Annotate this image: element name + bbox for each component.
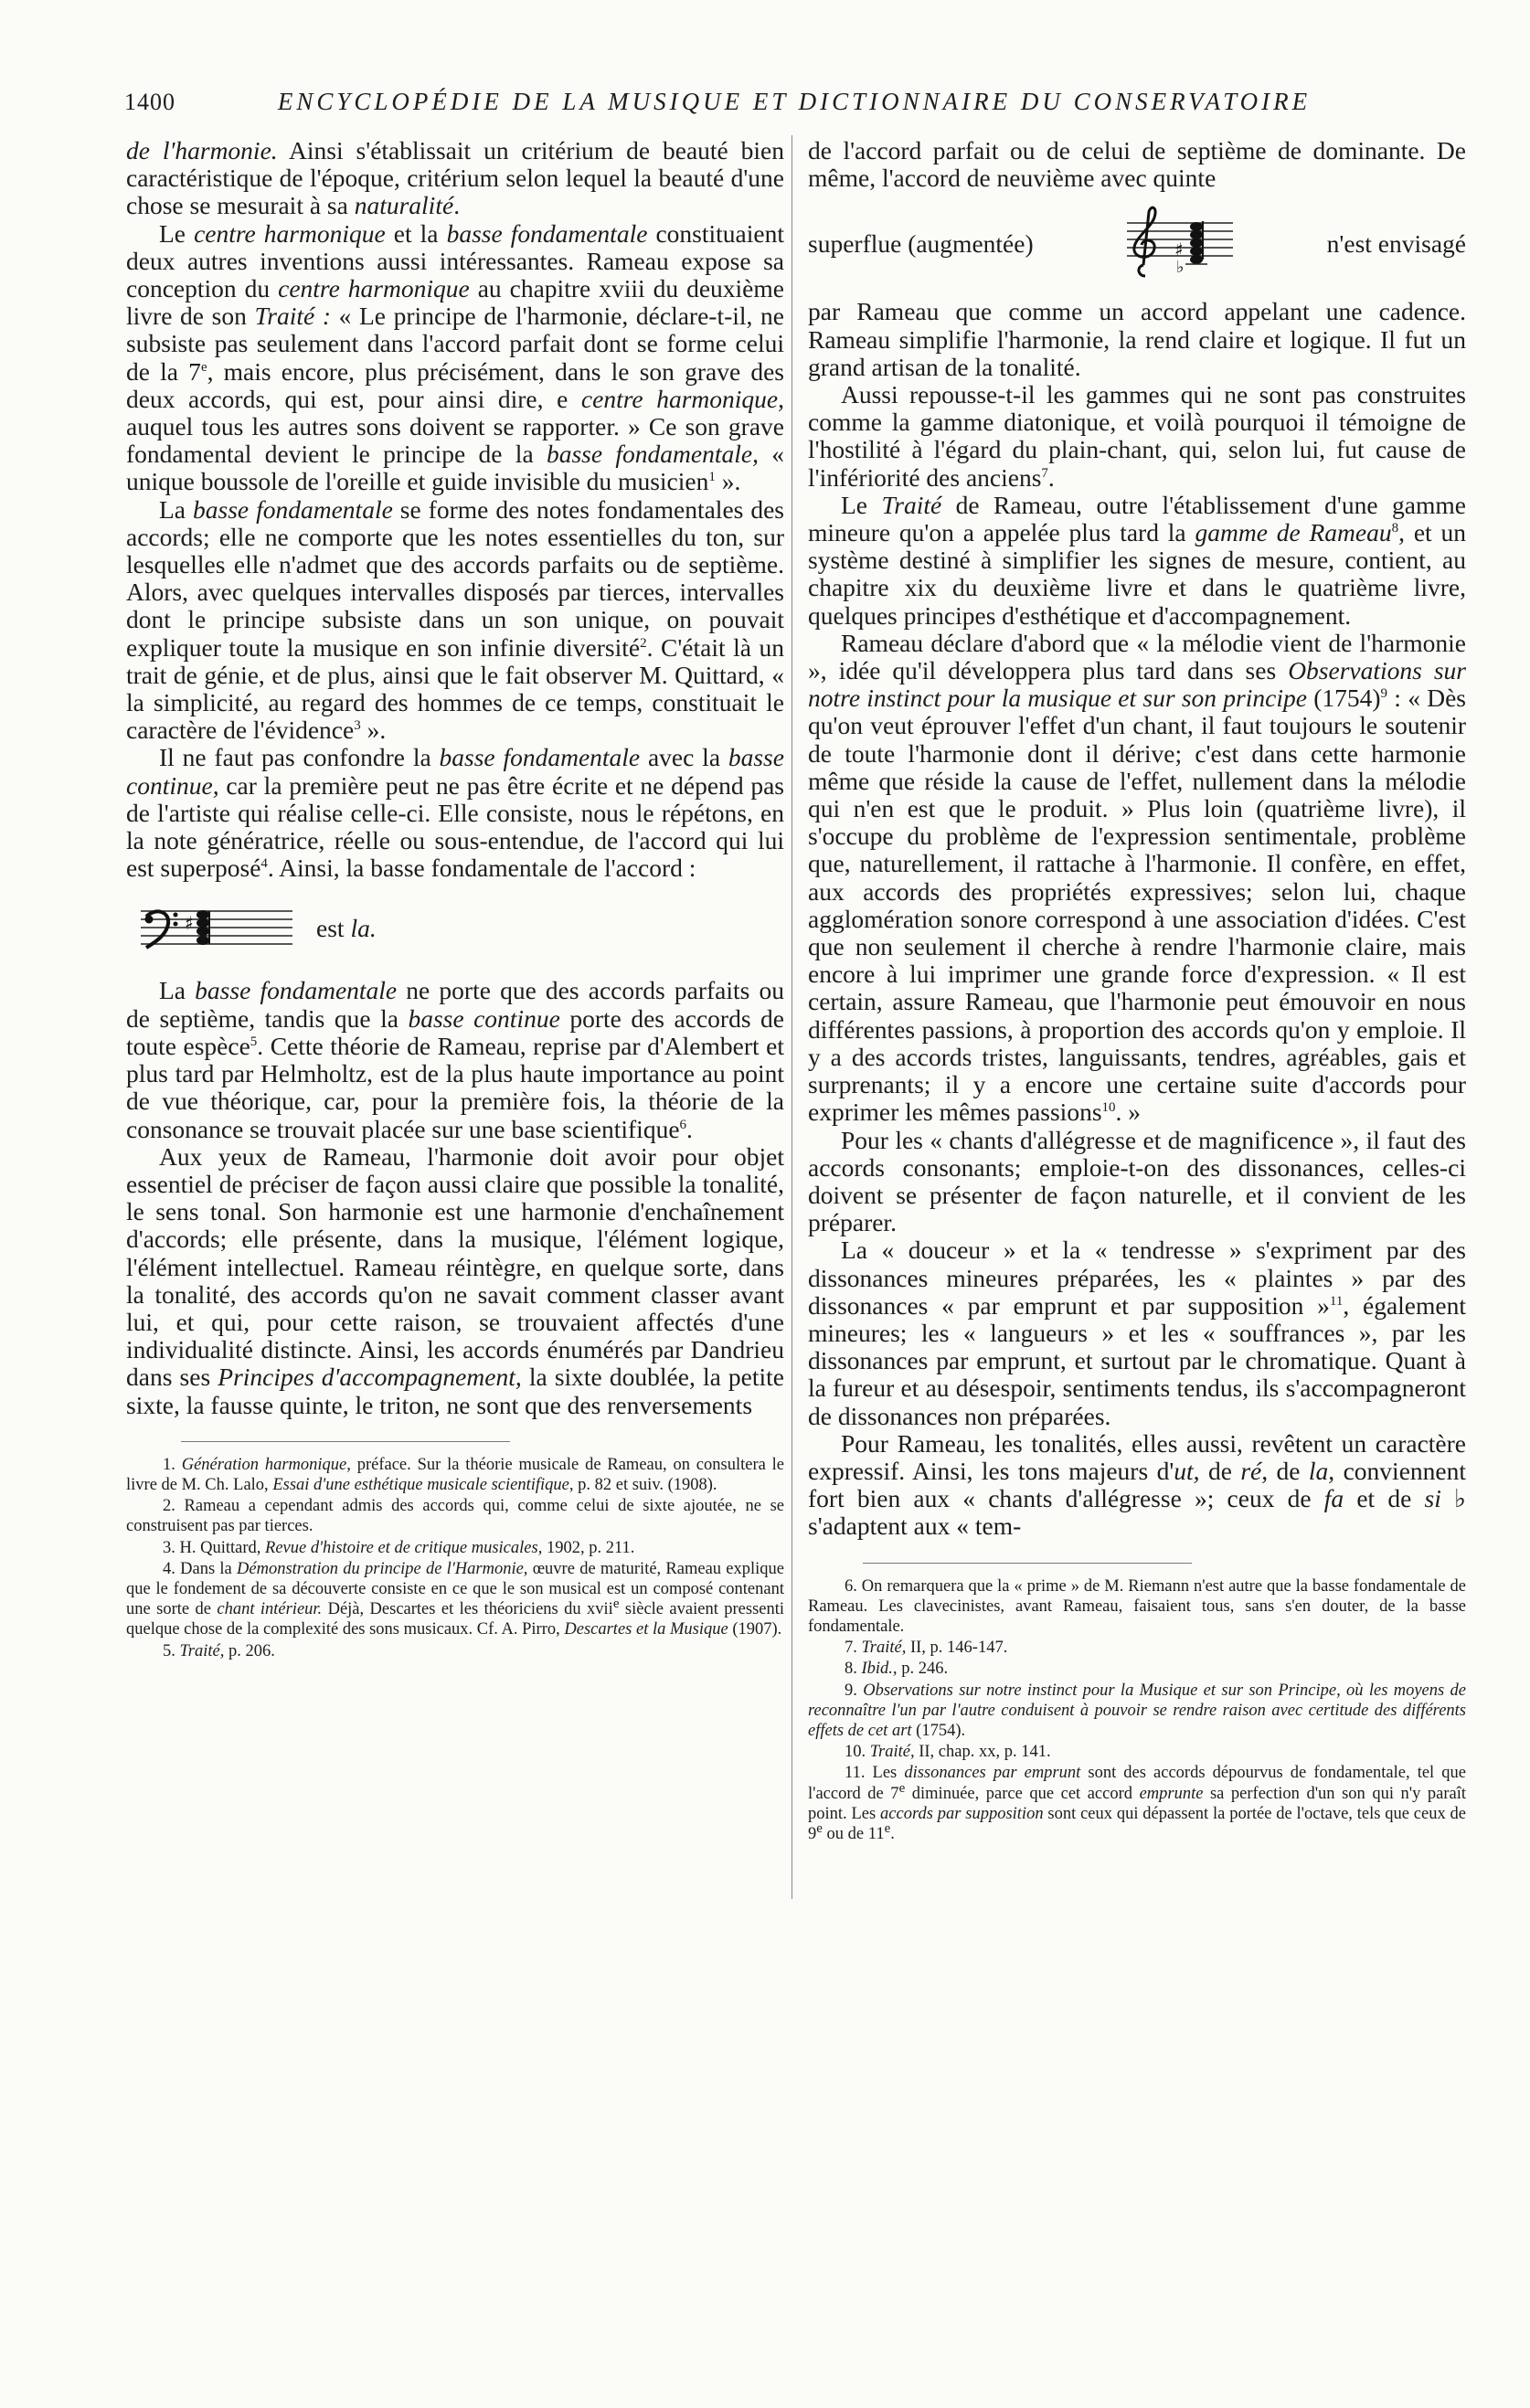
example-text-after: n'est envisagé [1326,229,1466,259]
footnote-ref: 7 [1041,465,1048,481]
footnote: 5. Traité, p. 206. [163,1641,275,1660]
footnote-ref: 4 [260,856,268,872]
footnote-ref: 11 [1329,1293,1344,1309]
footnote: 7. Traité, II, p. 146-147. [845,1639,1008,1658]
paragraph: Le Traité de Rameau, outre l'établissement d'une gamme mineure qu'on a appelée plus tard la gamme de Rameau$^8$, et un système destiné à simplifier les signes de mesure, contient, au chapitre xix du deuxième livre et dans le quatrième livre, quelques principes d'esthétique et d'accompagnement. [808,490,1466,630]
footnote: 3. H. Quittard, Revue d'histoire et de critique musicales, 1902, p. 211. [163,1538,635,1557]
treble-staff-image [1125,203,1235,285]
footnote: 9. Observations sur notre instinct pour la Musique et sur son Principe, où les moyens de reconnaître l'un par l'autre conduisent à pouvoir se rendre raison avec certitude des différents effets de cet art (1754). [808,1681,1466,1740]
paragraph: par Rameau que comme un accord appelant une cadence. Rameau simplifie l'harmonie, la rend claire et logique. Il fut un grand artisan de la tonalité. [808,297,1466,381]
music-example-ninth-chord [808,203,1466,285]
svg-text:♯: ♯ [1174,239,1184,261]
svg-text:♭: ♭ [1176,258,1185,278]
paragraph: Le centre harmonique et la basse fondamentale constituaient deux autres inventions aussi intéressantes. Rameau expose sa conception du centre harmonique au chapitre xviii du deuxième livre de son Traité : « Le principe de l'harmonie, déclare-t-il, ne subsiste pas seulement dans l'accord parfait dont se forme celui de la 7e, mais encore, plus précisément, dans le son grave des deux accords, qui est, pour ainsi dire, e centre harmonique, auquel tous les autres sons doivent se rapporter. » Ce son grave fondamental devient le principe de la basse fondamentale, « unique boussole de l'oreille et guide invisible du musicien$^1$ ». [126,218,785,496]
example-text-before: superflue (augmentée) [808,229,1034,259]
running-title: ENCYCLOPÉDIE DE LA MUSIQUE ET DICTIONNAIRE DU CONSERVATOIRE [277,88,1312,115]
music-example-bass [139,902,784,955]
right-body-text [808,137,1466,1541]
footnote-ref: 1 [708,470,716,485]
example-caption: est la. [316,914,377,943]
left-body-text [126,137,784,1419]
paragraph: La « douceur » et la « tendresse » s'expriment par des dissonances mineures préparées, les « plaintes » par des dissonances « par emprunt et par supposition »$^{11}$, également mineures; les « langueurs » et les « souffrances », par les dissonances par emprunt, et surtout par le chromatique. Quant à la fureur et au désespoir, sentiments tendus, ils s'accompagneront de dissonances non préparées. [808,1236,1466,1430]
footnote: 1. Génération harmonique, préface. Sur la théorie musicale de Rameau, on consultera le livre de M. Ch. Lalo, Essai d'une esthétique musicale scientifique, p. 82 et suiv. (1908). [126,1455,784,1494]
left-column [126,137,784,1662]
page-number: 1400 [124,89,175,115]
paragraph: Aux yeux de Rameau, l'harmonie doit avoir pour objet essentiel de préciser de façon aussi claire que possible la tonalité, le sens tonal. Son harmonie est une harmonie d'enchaînement d'accords; elle présente, dans la musique, l'élément logique, l'élément intellectuel. Rameau réintègre, en quelque sorte, dans la tonalité, des accords qu'on ne savait comment classer avant lui, et qui, pour cette raison, se trouvaient affectés d'une individualité distincte. Ainsi, les accords énumérés par Dandrieu dans ses Principes d'accompagnement, la sixte doublée, la petite sixte, la fausse quinte, le triton, ne sont que des renversements [126,1141,784,1419]
paragraph: Pour Rameau, les tonalités, elles aussi, revêtent un caractère expressif. Ainsi, les tons majeurs d'ut, de ré, de la, conviennent fort bien aux « chants d'allégresse »; ceux de fa et de si ♭ s'adaptent aux « tem- [808,1428,1466,1541]
footnote: 6. On remarquera que la « prime » de M. Riemann n'est autre que la basse fondamentale de Rameau. Les clavecinistes, avant Rameau, faisaient tous, sans s'en douter, de la basse fondamentale. [808,1576,1466,1636]
paragraph: La basse fondamentale se forme des notes fondamentales des accords; elle ne comporte que les notes essentielles du ton, sur lesquelles elle n'admet que des accords parfaits ou de septième. Alors, avec quelques intervalles disposés par tierces, intervalles dont le principe subsiste dans un son unique, on pouvait expliquer toute la musique en son infinie diversité$^2$. C'était là un trait de génie, et de plus, ainsi que le fait observer M. Quittard, « la simplicité, au regard des hommes de ce temps, constituait le caractère de l'évidence$^3$ ». [126,494,784,745]
right-column [808,137,1466,1845]
paragraph: de l'harmonie. Ainsi s'établissait un critérium de beauté bien caractéristique de l'époque, critérium selon lequel la beauté d'une chose se mesurait à sa naturalité. [126,136,785,220]
footnote-ref: 2 [640,635,647,651]
footnote-ref: 10 [1101,1100,1116,1116]
right-footnotes [808,1576,1466,1845]
paragraph: de l'accord parfait ou de celui de septième de dominante. De même, l'accord de neuvième avec quinte [808,136,1466,193]
footnote-ref: 9 [1380,686,1388,702]
footnote: 2. Rameau a cependant admis des accords qui, comme celui de sixte ajoutée, ne se construisent pas par tierces. [126,1497,784,1536]
footnote-divider [181,1441,510,1442]
footnote-ref: 8 [1391,520,1399,536]
footnote: 11. Les dissonances par emprunt sont des accords dépourvus de fondamentale, tel que l'accord de 7e diminuée, parce que cet accord emprunte sa perfection d'un son qui n'y paraît point. Les accords par supposition sont ceux qui dépassent la portée de l'octave, tels que ceux de 9e ou de 11e. [808,1764,1466,1843]
page-header [124,88,1380,124]
paragraph: Aussi repousse-t-il les gammes qui ne sont pas construites comme la gamme diatonique, et voilà pourquoi il témoigne de l'hostilité à l'égard du plain-chant, qui, selon lui, fut cause de l'infériorité des anciens$^7$. [808,380,1466,492]
svg-text:♯: ♯ [185,912,194,935]
footnote-ref: 3 [354,718,361,734]
footnote-ref: 5 [250,1034,258,1049]
paragraph: Il ne faut pas confondre la basse fondamentale avec la basse continue, car la première peut ne pas être écrite et ne dépend pas de l'artiste qui réalise celle-ci. Elle consiste, nous le répétons, en la note génératrice, réelle ou sous-entendue, de l'accord qui lui est superposé$^4$. Ainsi, la basse fondamentale de l'accord : [126,743,784,883]
paragraph: Pour les « chants d'allégresse et de magnificence », il faut des accords consonants; emploie-t-on des dissonances, celles-ci doivent se présenter de façon naturelle, et il convient de les préparer. [808,1125,1466,1237]
footnote: 10. Traité, II, chap. xx, p. 141. [845,1743,1051,1762]
paragraph: La basse fondamentale ne porte que des accords parfaits ou de septième, tandis que la basse continue porte des accords de toute espèce$^5$. Cette théorie de Rameau, reprise par d'Alembert et plus tard par Helmholtz, est de la plus haute importance au point de vue théorique, car, pour la première fois, la théorie de la consonance se trouvait placée sur une base scientifique$^6$. [126,976,785,1143]
footnote-divider [863,1563,1192,1564]
footnote-ref: 6 [679,1117,687,1132]
footnote: 4. Dans la Démonstration du principe de l'Harmonie, œuvre de maturité, Rameau explique que le fondement de sa découverte consiste en ce que le son musical est un composé contenant une sorte de chant intérieur. Déjà, Descartes et les théoriciens du xvii$^e$ siècle avaient pressenti quelque chose de la complexité des sons musicaux. Cf. A. Pirro, Descartes et la Musique (1907). [126,1559,785,1639]
left-footnotes [126,1455,784,1661]
paragraph: Rameau déclare d'abord que « la mélodie vient de l'harmonie », idée qu'il développera plus tard dans ses Observations sur notre instinct pour la musique et sur son principe $(1754)^9$ : « Dès qu'on veut éprouver l'effet d'un chant, il faut toujours le soutenir de toute l'harmonie dont il dérive; c'est dans cette harmonie même que réside la cause de l'effet, nullement dans la mélodie qui n'en est que le produit. » Plus loin (quatrième livre), il s'occupe du problème de l'expression sentimentale, problème que, naturellement, il rattache à l'harmonie. Il confère, en effet, aux accords des propriétés expressives; selon lui, chaque agglomération sonore correspond à une association d'idées. C'est que non seulement il cherche à rendre l'harmonie claire, mais encore à lui imprimer une grande force d'expression. « Il est certain, assure Rameau, que l'harmonie peut émouvoir en nous différentes passions, à proportion des accords qu'on y emploie. Il y a des accords tristes, languissants, tendres, agréables, gais et surprenants; il y a encore une certaine suite d'accords pour exprimer les mêmes passions$^{10}$. » [808,628,1467,1127]
bass-staff-image [139,902,294,955]
footnote: 8. Ibid., p. 246. [845,1660,949,1679]
